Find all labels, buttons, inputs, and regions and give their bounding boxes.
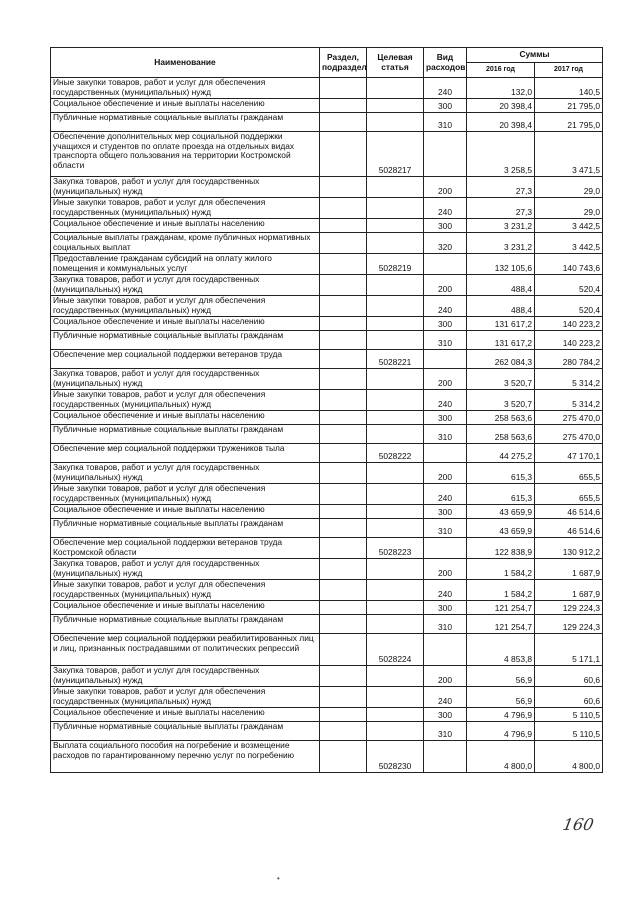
table-row (51, 177, 603, 198)
cell-section (320, 463, 367, 484)
cell-target (367, 233, 424, 254)
cell-sum-2016: 3 231,2 (467, 219, 535, 233)
cell-sum-2016: 27,3 (467, 177, 535, 198)
cell-expense-type: 200 (424, 666, 467, 687)
cell-expense-type: 240 (424, 78, 467, 99)
budget-table (50, 47, 603, 773)
cell-sum-2016: 132 105,6 (467, 254, 535, 275)
cell-sum-2016: 132,0 (467, 78, 535, 99)
cell-sum-2017: 140 223,2 (535, 317, 603, 331)
cell-target (367, 425, 424, 444)
cell-name: Закупка товаров, работ и услуг для государственных (муниципальных) нужд (51, 275, 320, 296)
cell-section (320, 296, 367, 317)
cell-section (320, 615, 367, 634)
cell-target (367, 411, 424, 425)
cell-target (367, 463, 424, 484)
cell-name: Публичные нормативные социальные выплаты гражданам (51, 722, 320, 741)
cell-expense-type: 310 (424, 425, 467, 444)
cell-target (367, 666, 424, 687)
cell-target (367, 99, 424, 113)
cell-expense-type: 300 (424, 708, 467, 722)
cell-sum-2017: 46 514,6 (535, 519, 603, 538)
table-row (51, 198, 603, 219)
cell-expense-type: 240 (424, 484, 467, 505)
cell-sum-2017: 275 470,0 (535, 411, 603, 425)
cell-section (320, 177, 367, 198)
cell-section (320, 741, 367, 773)
cell-target (367, 317, 424, 331)
cell-sum-2017: 129 224,3 (535, 601, 603, 615)
table-row (51, 390, 603, 411)
cell-name: Социальное обеспечение и иные выплаты населению (51, 411, 320, 425)
cell-sum-2017: 5 314,2 (535, 390, 603, 411)
cell-sum-2016: 3 520,7 (467, 369, 535, 390)
cell-section (320, 113, 367, 132)
cell-sum-2016: 262 084,3 (467, 350, 535, 369)
cell-target (367, 601, 424, 615)
table-row (51, 580, 603, 601)
cell-section (320, 331, 367, 350)
page-number: 160 (561, 815, 596, 834)
table-row (51, 559, 603, 580)
cell-sum-2017: 5 171,1 (535, 634, 603, 666)
header-sums: Суммы (467, 48, 603, 63)
cell-sum-2016: 258 563,6 (467, 411, 535, 425)
cell-sum-2016: 56,9 (467, 687, 535, 708)
cell-expense-type: 200 (424, 177, 467, 198)
cell-name: Социальное обеспечение и иные выплаты населению (51, 219, 320, 233)
cell-sum-2016: 121 254,7 (467, 601, 535, 615)
cell-target: 5028219 (367, 254, 424, 275)
cell-expense-type: 300 (424, 601, 467, 615)
cell-expense-type (424, 444, 467, 463)
cell-sum-2017: 520,4 (535, 275, 603, 296)
cell-expense-type: 310 (424, 722, 467, 741)
header-year-2016: 2016 год (467, 63, 535, 78)
cell-sum-2017: 29,0 (535, 177, 603, 198)
header-name: Наименование (51, 48, 320, 78)
cell-target: 5028217 (367, 132, 424, 177)
cell-sum-2016: 488,4 (467, 275, 535, 296)
cell-sum-2017: 1 687,9 (535, 559, 603, 580)
cell-sum-2017: 140 223,2 (535, 331, 603, 350)
cell-sum-2017: 4 800,0 (535, 741, 603, 773)
cell-sum-2017: 21 795,0 (535, 113, 603, 132)
cell-sum-2016: 4 800,0 (467, 741, 535, 773)
header-year-2017: 2017 год (535, 63, 603, 78)
table-row (51, 113, 603, 132)
cell-section (320, 198, 367, 219)
table-row (51, 331, 603, 350)
cell-expense-type (424, 741, 467, 773)
cell-sum-2016: 258 563,6 (467, 425, 535, 444)
cell-section (320, 350, 367, 369)
header-target: Целевая статья (367, 48, 424, 78)
cell-sum-2016: 131 617,2 (467, 317, 535, 331)
cell-name: Публичные нормативные социальные выплаты гражданам (51, 615, 320, 634)
cell-target (367, 505, 424, 519)
cell-name: Социальные выплаты гражданам, кроме публичных нормативных социальных выплат (51, 233, 320, 254)
table-row (51, 444, 603, 463)
cell-expense-type: 200 (424, 275, 467, 296)
cell-expense-type: 300 (424, 219, 467, 233)
cell-section (320, 444, 367, 463)
cell-section (320, 99, 367, 113)
header-expense-type: Вид расходов (424, 48, 467, 78)
table-row (51, 722, 603, 741)
cell-sum-2016: 4 853,8 (467, 634, 535, 666)
cell-section (320, 254, 367, 275)
cell-section (320, 722, 367, 741)
cell-expense-type: 240 (424, 687, 467, 708)
table-row (51, 369, 603, 390)
cell-sum-2017: 60,6 (535, 666, 603, 687)
table-row (51, 78, 603, 99)
cell-sum-2016: 122 838,9 (467, 538, 535, 559)
cell-sum-2017: 5 314,2 (535, 369, 603, 390)
cell-expense-type: 320 (424, 233, 467, 254)
table-row (51, 484, 603, 505)
cell-target: 5028224 (367, 634, 424, 666)
table-body (51, 78, 603, 773)
table-row (51, 634, 603, 666)
cell-section (320, 505, 367, 519)
cell-sum-2016: 488,4 (467, 296, 535, 317)
cell-sum-2017: 3 471,5 (535, 132, 603, 177)
cell-name: Иные закупки товаров, работ и услуг для обеспечения государственных (муниципальных) нужд (51, 296, 320, 317)
cell-expense-type: 310 (424, 615, 467, 634)
cell-section (320, 132, 367, 177)
header-section: Раздел, подраздел (320, 48, 367, 78)
cell-name: Социальное обеспечение и иные выплаты населению (51, 505, 320, 519)
cell-section (320, 538, 367, 559)
cell-name: Иные закупки товаров, работ и услуг для обеспечения государственных (муниципальных) нужд (51, 687, 320, 708)
cell-name: Обеспечение мер социальной поддержки ветеранов труда (51, 350, 320, 369)
cell-name: Публичные нормативные социальные выплаты гражданам (51, 519, 320, 538)
cell-name: Закупка товаров, работ и услуг для государственных (муниципальных) нужд (51, 369, 320, 390)
cell-expense-type (424, 634, 467, 666)
cell-name: Иные закупки товаров, работ и услуг для обеспечения государственных (муниципальных) нужд (51, 78, 320, 99)
cell-section (320, 317, 367, 331)
cell-sum-2016: 1 584,2 (467, 580, 535, 601)
cell-section (320, 425, 367, 444)
cell-sum-2016: 27,3 (467, 198, 535, 219)
cell-sum-2016: 3 231,2 (467, 233, 535, 254)
cell-name: Социальное обеспечение и иные выплаты населению (51, 317, 320, 331)
table-row (51, 708, 603, 722)
table-row (51, 741, 603, 773)
cell-target (367, 113, 424, 132)
cell-sum-2016: 43 659,9 (467, 505, 535, 519)
table-row (51, 132, 603, 177)
cell-target: 5028221 (367, 350, 424, 369)
cell-target (367, 722, 424, 741)
cell-section (320, 219, 367, 233)
cell-expense-type: 200 (424, 463, 467, 484)
cell-name: Иные закупки товаров, работ и услуг для обеспечения государственных (муниципальных) нужд (51, 484, 320, 505)
cell-sum-2016: 1 584,2 (467, 559, 535, 580)
cell-expense-type: 240 (424, 296, 467, 317)
cell-sum-2017: 21 795,0 (535, 99, 603, 113)
table-row (51, 275, 603, 296)
cell-expense-type: 240 (424, 580, 467, 601)
cell-sum-2016: 20 398,4 (467, 99, 535, 113)
cell-section (320, 390, 367, 411)
cell-section (320, 484, 367, 505)
cell-sum-2016: 131 617,2 (467, 331, 535, 350)
table-row (51, 519, 603, 538)
cell-target (367, 559, 424, 580)
cell-sum-2017: 130 912,2 (535, 538, 603, 559)
cell-section (320, 666, 367, 687)
table-row (51, 601, 603, 615)
cell-target (367, 78, 424, 99)
cell-expense-type: 300 (424, 99, 467, 113)
cell-sum-2017: 47 170,1 (535, 444, 603, 463)
budget-document (50, 47, 603, 773)
table-row (51, 99, 603, 113)
cell-sum-2016: 56,9 (467, 666, 535, 687)
cell-target (367, 219, 424, 233)
cell-target (367, 296, 424, 317)
cell-expense-type (424, 254, 467, 275)
cell-target (367, 484, 424, 505)
cell-sum-2017: 1 687,9 (535, 580, 603, 601)
cell-expense-type: 240 (424, 198, 467, 219)
cell-name: Публичные нормативные социальные выплаты гражданам (51, 331, 320, 350)
cell-section (320, 233, 367, 254)
cell-expense-type (424, 538, 467, 559)
cell-section (320, 519, 367, 538)
cell-sum-2017: 655,5 (535, 484, 603, 505)
cell-section (320, 601, 367, 615)
cell-sum-2016: 43 659,9 (467, 519, 535, 538)
table-row (51, 254, 603, 275)
cell-name: Закупка товаров, работ и услуг для государственных (муниципальных) нужд (51, 463, 320, 484)
cell-target (367, 615, 424, 634)
cell-expense-type: 240 (424, 390, 467, 411)
cell-name: Публичные нормативные социальные выплаты гражданам (51, 425, 320, 444)
table-row (51, 505, 603, 519)
cell-sum-2016: 121 254,7 (467, 615, 535, 634)
cell-section (320, 580, 367, 601)
cell-section (320, 708, 367, 722)
cell-expense-type: 310 (424, 519, 467, 538)
cell-sum-2016: 4 796,9 (467, 708, 535, 722)
cell-sum-2017: 129 224,3 (535, 615, 603, 634)
cell-name: Социальное обеспечение и иные выплаты населению (51, 601, 320, 615)
table-row (51, 317, 603, 331)
table-row (51, 538, 603, 559)
cell-target: 5028223 (367, 538, 424, 559)
cell-sum-2016: 3 520,7 (467, 390, 535, 411)
cell-target (367, 177, 424, 198)
cell-target (367, 687, 424, 708)
cell-name: Социальное обеспечение и иные выплаты населению (51, 99, 320, 113)
cell-target (367, 331, 424, 350)
cell-sum-2016: 20 398,4 (467, 113, 535, 132)
cell-name: Выплата социального пособия на погребение и возмещение расходов по гарантированному перечню услуг по погребению (51, 741, 320, 773)
cell-name: Обеспечение мер социальной поддержки тружеников тыла (51, 444, 320, 463)
cell-target (367, 708, 424, 722)
table-row (51, 219, 603, 233)
cell-sum-2017: 5 110,5 (535, 708, 603, 722)
cell-sum-2017: 3 442,5 (535, 219, 603, 233)
cell-expense-type: 300 (424, 317, 467, 331)
cell-name: Иные закупки товаров, работ и услуг для обеспечения государственных (муниципальных) нужд (51, 580, 320, 601)
cell-sum-2017: 280 784,2 (535, 350, 603, 369)
cell-name: Иные закупки товаров, работ и услуг для обеспечения государственных (муниципальных) нужд (51, 198, 320, 219)
cell-target (367, 198, 424, 219)
cell-sum-2016: 44 275,2 (467, 444, 535, 463)
cell-sum-2017: 3 442,5 (535, 233, 603, 254)
cell-sum-2017: 275 470,0 (535, 425, 603, 444)
cell-target (367, 580, 424, 601)
table-row (51, 666, 603, 687)
table-row (51, 425, 603, 444)
cell-sum-2017: 29,0 (535, 198, 603, 219)
cell-target (367, 369, 424, 390)
cell-name: Обеспечение мер социальной поддержки реабилитированных лиц и лиц, признанных пострадавшими от политических репрессий (51, 634, 320, 666)
cell-section (320, 78, 367, 99)
cell-section (320, 687, 367, 708)
footer-mark: • (277, 874, 280, 883)
table-row (51, 296, 603, 317)
cell-name: Иные закупки товаров, работ и услуг для обеспечения государственных (муниципальных) нужд (51, 390, 320, 411)
cell-name: Публичные нормативные социальные выплаты гражданам (51, 113, 320, 132)
cell-name: Закупка товаров, работ и услуг для государственных (муниципальных) нужд (51, 559, 320, 580)
cell-sum-2017: 140,5 (535, 78, 603, 99)
cell-sum-2017: 60,6 (535, 687, 603, 708)
cell-expense-type: 300 (424, 505, 467, 519)
cell-name: Обеспечение дополнительных мер социальной поддержки учащихся и студентов по оплате проезда на отдельных видах транспорта общего пользования на территории Костромской области (51, 132, 320, 177)
cell-expense-type: 200 (424, 369, 467, 390)
table-row (51, 687, 603, 708)
cell-sum-2017: 520,4 (535, 296, 603, 317)
cell-name: Предоставление гражданам субсидий на оплату жилого помещения и коммунальных услуг (51, 254, 320, 275)
table-row (51, 411, 603, 425)
cell-expense-type: 300 (424, 411, 467, 425)
cell-section (320, 634, 367, 666)
table-row (51, 233, 603, 254)
cell-expense-type: 310 (424, 331, 467, 350)
cell-target: 5028222 (367, 444, 424, 463)
table-row (51, 615, 603, 634)
cell-target (367, 275, 424, 296)
cell-sum-2017: 655,5 (535, 463, 603, 484)
cell-sum-2017: 46 514,6 (535, 505, 603, 519)
cell-sum-2017: 140 743,6 (535, 254, 603, 275)
cell-name: Социальное обеспечение и иные выплаты населению (51, 708, 320, 722)
cell-expense-type: 310 (424, 113, 467, 132)
cell-target (367, 519, 424, 538)
cell-name: Закупка товаров, работ и услуг для государственных (муниципальных) нужд (51, 666, 320, 687)
table-row (51, 350, 603, 369)
cell-sum-2016: 615,3 (467, 463, 535, 484)
cell-target (367, 390, 424, 411)
cell-section (320, 559, 367, 580)
cell-sum-2016: 3 258,5 (467, 132, 535, 177)
cell-name: Закупка товаров, работ и услуг для государственных (муниципальных) нужд (51, 177, 320, 198)
cell-expense-type (424, 350, 467, 369)
cell-section (320, 411, 367, 425)
table-row (51, 463, 603, 484)
cell-sum-2016: 4 796,9 (467, 722, 535, 741)
cell-sum-2016: 615,3 (467, 484, 535, 505)
cell-sum-2017: 5 110,5 (535, 722, 603, 741)
cell-section (320, 275, 367, 296)
cell-name: Обеспечение мер социальной поддержки ветеранов труда Костромской области (51, 538, 320, 559)
cell-expense-type: 200 (424, 559, 467, 580)
cell-target: 5028230 (367, 741, 424, 773)
cell-expense-type (424, 132, 467, 177)
cell-section (320, 369, 367, 390)
